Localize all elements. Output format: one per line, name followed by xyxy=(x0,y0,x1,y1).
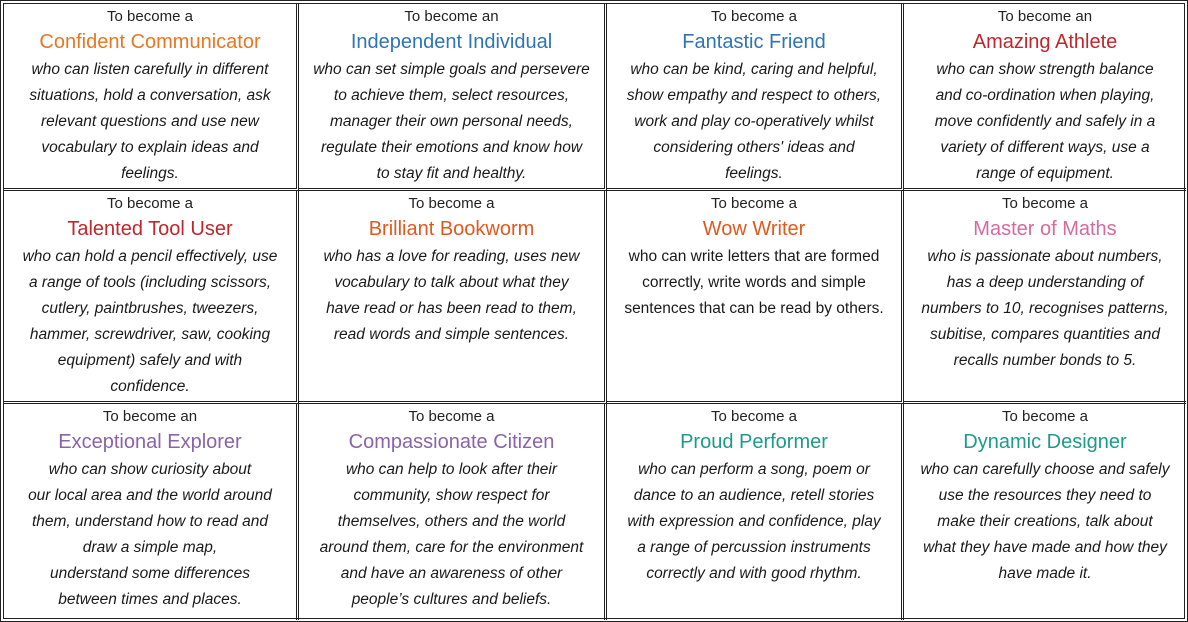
aspiration-card xyxy=(904,191,1186,404)
card-description: who can help to look after their community, show respect for themselves, others and the world around them, care for the environment and have an awareness of other people’s cultures and beliefs. xyxy=(319,461,584,608)
card-intro: To become a xyxy=(1002,408,1088,425)
card-description: who is passionate about numbers, has a deep understanding of numbers to 10, recognises patterns, subitise, compares quantities and recalls number bonds to 5. xyxy=(921,248,1169,369)
card-title: Fantastic Friend xyxy=(682,31,826,53)
card-title: Proud Performer xyxy=(680,431,828,453)
aspirations-table xyxy=(3,3,1185,619)
card-intro: To become a xyxy=(1002,195,1088,212)
card-description: who can listen carefully in different situations, hold a conversation, ask relevant questions and use new vocabulary to explain ideas and feelings. xyxy=(29,61,271,182)
card-title: Wow Writer xyxy=(702,218,806,240)
card-description: who can set simple goals and persevere to achieve them, select resources, manager their own personal needs, regulate their emotions and know how to stay fit and healthy. xyxy=(313,61,590,182)
card-title: Compassionate Citizen xyxy=(348,431,555,453)
card-intro: To become a xyxy=(107,8,193,25)
card-title: Independent Individual xyxy=(350,31,553,53)
card-title: Confident Communicator xyxy=(39,31,261,53)
card-description: who has a love for reading, uses new vocabulary to talk about what they have read or has been read to them, read words and simple sentences. xyxy=(323,248,580,343)
card-intro: To become an xyxy=(404,8,499,25)
aspiration-card xyxy=(4,404,299,620)
aspiration-card xyxy=(904,404,1186,620)
card-description: who can write letters that are formed correctly, write words and simple sentences that can be read by others. xyxy=(624,248,884,317)
card-intro: To become a xyxy=(408,195,495,212)
aspiration-card xyxy=(4,191,299,404)
card-title: Talented Tool User xyxy=(67,218,233,240)
card-intro: To become a xyxy=(711,195,797,212)
card-title: Master of Maths xyxy=(973,218,1117,240)
aspiration-card xyxy=(607,4,904,191)
aspiration-card xyxy=(299,4,607,191)
aspiration-card xyxy=(299,404,607,620)
card-description: who can carefully choose and safely use the resources they need to make their creations, talk about what they have made and how they have made it. xyxy=(920,461,1170,582)
card-intro: To become an xyxy=(102,408,198,425)
card-title: Amazing Athlete xyxy=(972,31,1118,53)
card-intro: To become a xyxy=(711,8,797,25)
card-intro: To become an xyxy=(997,8,1093,25)
card-title: Brilliant Bookworm xyxy=(368,218,535,240)
aspiration-card xyxy=(299,191,607,404)
card-description: who can perform a song, poem or dance to an audience, retell stories with expression and confidence, play a range of percussion instruments correctly and with good rhythm. xyxy=(627,461,881,582)
aspiration-card xyxy=(607,404,904,620)
card-description: who can be kind, caring and helpful, show empathy and respect to others, work and play co-operatively whilst considering others' ideas and feelings. xyxy=(626,61,882,182)
card-intro: To become a xyxy=(408,408,495,425)
card-title: Dynamic Designer xyxy=(963,431,1127,453)
aspiration-card xyxy=(904,4,1186,191)
card-intro: To become a xyxy=(107,195,193,212)
card-description: who can hold a pencil effectively, use a range of tools (including scissors, cutlery, paintbrushes, tweezers, hammer, screwdriver, saw, cooking equipment) safely and with confidence. xyxy=(22,248,278,395)
card-intro: To become a xyxy=(711,408,797,425)
aspiration-card xyxy=(4,4,299,191)
card-description: who can show strength balance and co-ordination when playing, move confidently and safely in a variety of different ways, use a range of equipment. xyxy=(934,61,1156,182)
card-title: Exceptional Explorer xyxy=(58,431,242,453)
aspiration-card xyxy=(607,191,904,404)
card-description: who can show curiosity about our local area and the world around them, understand how to read and draw a simple map, understand some differences between times and places. xyxy=(28,461,272,608)
